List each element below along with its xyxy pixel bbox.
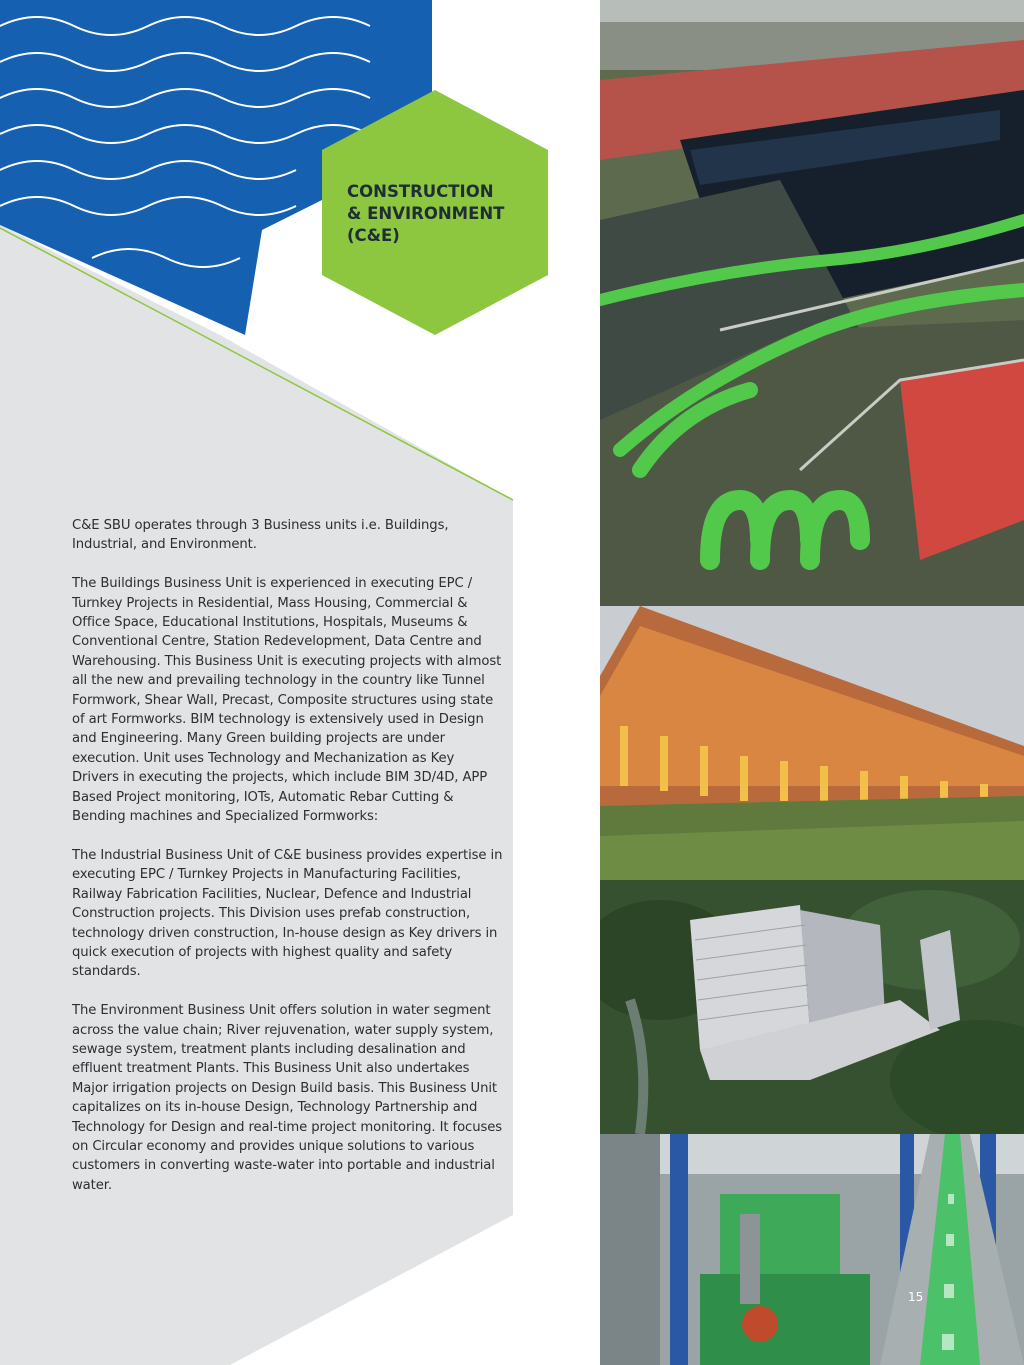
page-number: 15 (908, 1290, 924, 1304)
section-title: CONSTRUCTION & ENVIRONMENT (C&E) (347, 182, 505, 245)
body-text (72, 516, 504, 1215)
paragraph-environment: The Environment Business Unit offers solution in water segment across the value chain; River rejuvenation, water supply system, sewage system, treatment plants including desalination and effluent treatment Plants. This Business Unit also undertakes Major irrigation projects on Design Build basis. This Business Unit capitalizes on its in-house Design, Technology Partnership and Technology for Design and real-time project monitoring. It focuses on Circular economy and provides unique solutions to various customers in converting waste-water into portable and industrial water. (72, 1003, 503, 1193)
photo-industrial-facility (600, 1134, 1024, 1365)
paragraph-industrial: The Industrial Business Unit of C&E business provides expertise in executing EPC / Turnkey Projects in Manufacturing Facilities, Railway Fabrication Facilities, Nuclear, Defence and Industrial Construction projects. This Division uses prefab construction, technology driven construction, In-house design as Key drivers in quick execution of projects with highest quality and safety standards. (72, 847, 503, 980)
photo-residential-towers (600, 880, 1024, 1134)
paragraph-buildings: The Buildings Business Unit is experienced in executing EPC / Turnkey Projects in Residential, Mass Housing, Commercial & Office Space, Educational Institutions, Hospitals, Museums & Conventional Centre, Station Redevelopment, Data Centre and Warehousing. This Business Unit is executing projects with almost all the new and prevailing technology in the country like Tunnel Formwork, Shear Wall, Precast, Composite structures using state of art Formworks. BIM technology is extensively used in Design and Engineering. Many Green building projects are under execution. Unit uses Technology and Mechanization as Key Drivers in executing the projects, which include BIM 3D/4D, APP Based Project monitoring, IOTs, Automatic Rebar Cutting & Bending machines and Specialized Formworks: (72, 576, 502, 825)
photo-water-treatment-plant (600, 0, 1024, 606)
photo-institutional-building (600, 606, 1024, 880)
paragraph-overview: C&E SBU operates through 3 Business units i.e. Buildings, Industrial, and Environment. (72, 518, 449, 553)
